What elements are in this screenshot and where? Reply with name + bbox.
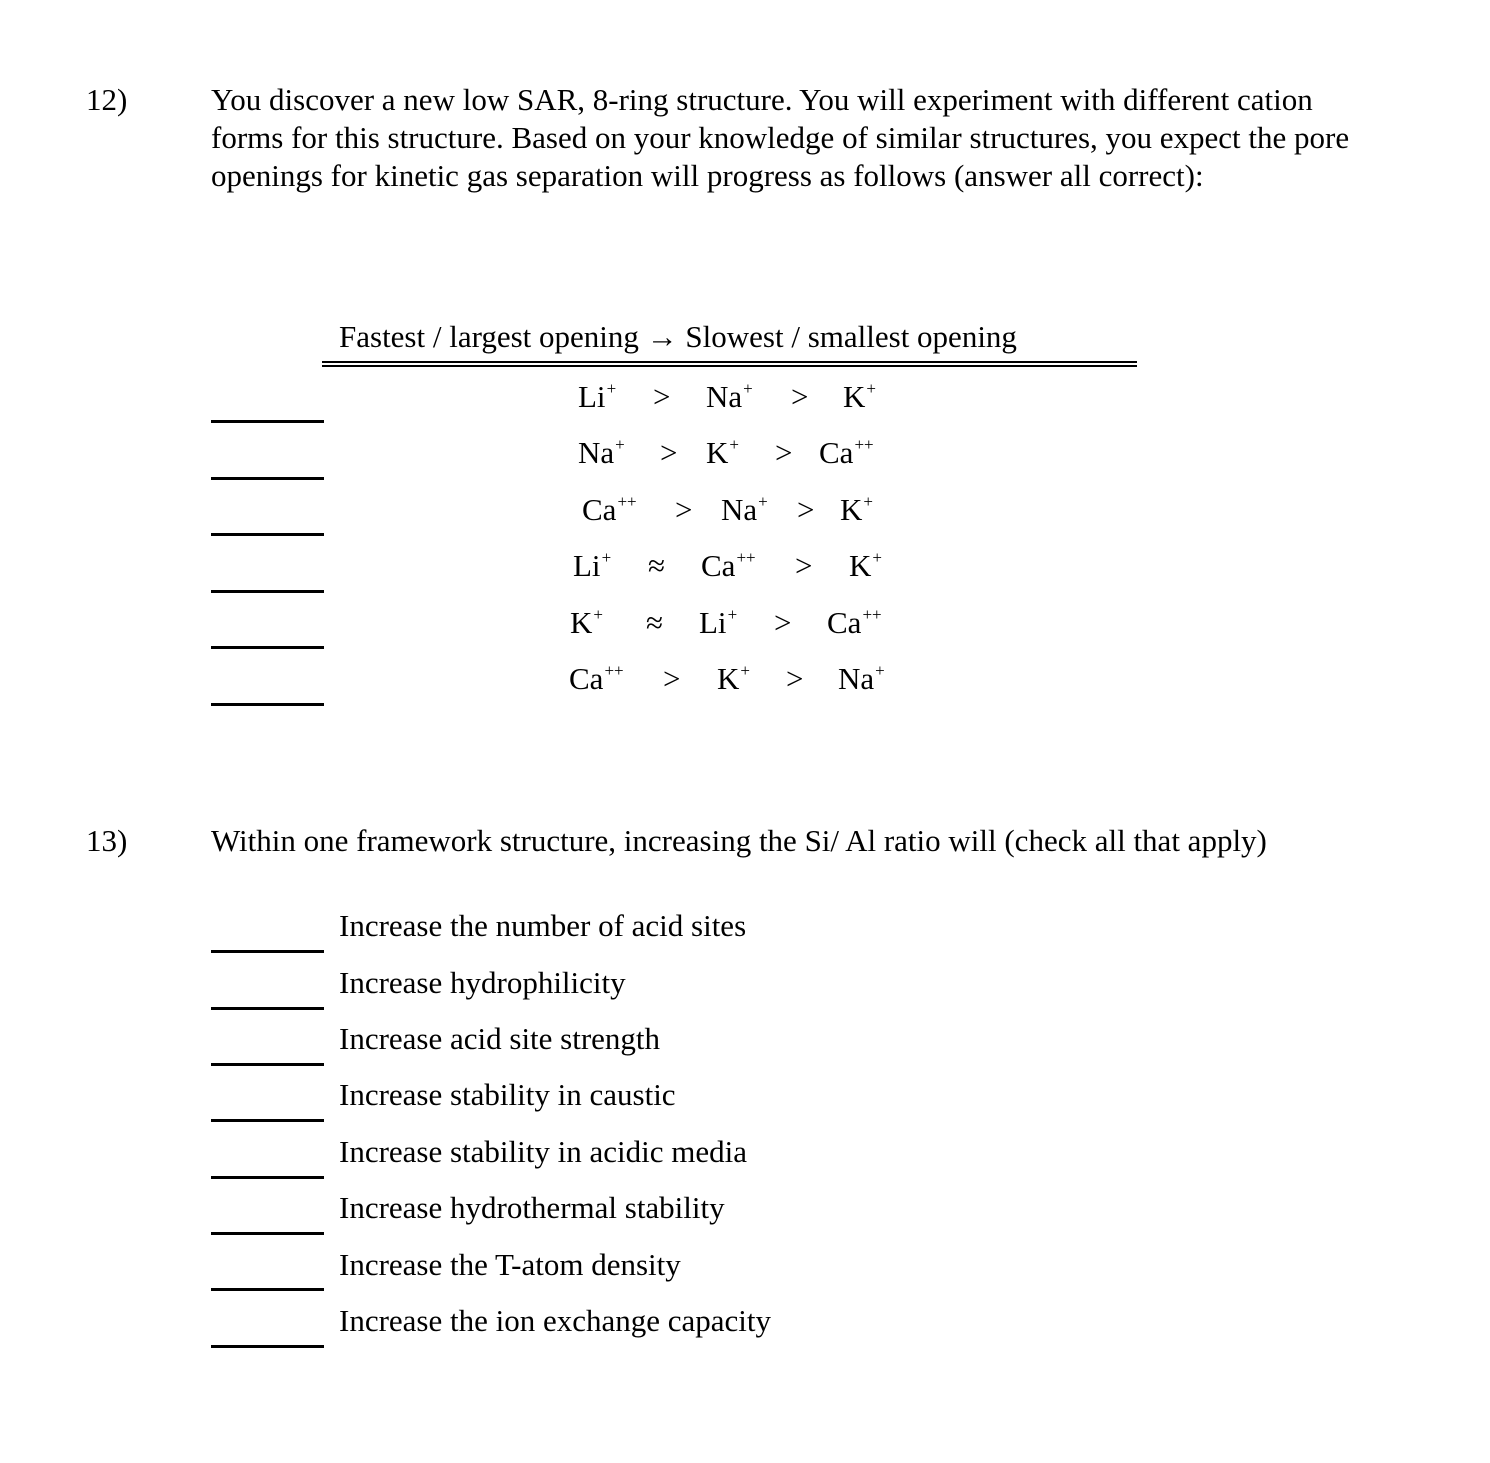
- ion-a: Li+: [573, 548, 612, 583]
- ion-c: K+: [849, 548, 882, 583]
- operator-1: ≈: [646, 605, 664, 640]
- option-checkbox-blank[interactable]: [211, 1176, 324, 1179]
- operator-2: >: [797, 492, 815, 527]
- ion-b: Ca++: [701, 548, 756, 583]
- operator-1: ≈: [648, 548, 666, 583]
- ion-c: Ca++: [819, 435, 874, 470]
- option-label: Increase the T-atom density: [339, 1247, 681, 1282]
- option-checkbox-blank[interactable]: [211, 1119, 324, 1122]
- option-checkbox-blank[interactable]: [211, 1232, 324, 1235]
- ion-c: K+: [840, 492, 873, 527]
- ion-b: K+: [706, 435, 739, 470]
- ion-b: Na+: [706, 379, 753, 414]
- operator-2: >: [786, 661, 804, 696]
- option-label: Increase the ion exchange capacity: [339, 1303, 772, 1338]
- header-double-rule: [322, 361, 1137, 367]
- answer-blank[interactable]: [211, 703, 324, 706]
- answer-blank[interactable]: [211, 477, 324, 480]
- option-checkbox-blank[interactable]: [211, 1288, 324, 1291]
- ion-a: Li+: [578, 379, 617, 414]
- ion-b: Li+: [699, 605, 738, 640]
- answer-blank[interactable]: [211, 420, 324, 423]
- question-12-text: You discover a new low SAR, 8-ring structure. You will experiment with different cation forms for this structure. Based on your knowledge of similar structures, you expect the pore openings for kinetic gas separation will progress as follows (answer all correct):: [211, 82, 1350, 193]
- ion-a: Na+: [578, 435, 625, 470]
- option-label: Increase stability in caustic: [339, 1077, 676, 1112]
- option-label: Increase the number of acid sites: [339, 908, 747, 943]
- option-checkbox-blank[interactable]: [211, 1345, 324, 1348]
- operator-1: >: [663, 661, 681, 696]
- option-label: Increase hydrophilicity: [339, 965, 626, 1000]
- question-12-number: 12): [86, 82, 128, 117]
- answer-blank[interactable]: [211, 646, 324, 649]
- operator-2: >: [774, 605, 792, 640]
- ion-a: K+: [570, 605, 603, 640]
- operator-1: >: [660, 435, 678, 470]
- ion-a: Ca++: [569, 661, 624, 696]
- option-label: Increase acid site strength: [339, 1021, 661, 1056]
- option-checkbox-blank[interactable]: [211, 950, 324, 953]
- answer-blank[interactable]: [211, 590, 324, 593]
- ranking-table-header: Fastest / largest opening → Slowest / smallest opening: [339, 319, 1017, 354]
- ion-b: Na+: [721, 492, 768, 527]
- operator-2: >: [791, 379, 809, 414]
- question-13-number: 13): [86, 823, 128, 858]
- operator-1: >: [675, 492, 693, 527]
- question-13-text: Within one framework structure, increasing the Si/ Al ratio will (check all that apply): [211, 823, 1267, 858]
- answer-blank[interactable]: [211, 533, 324, 536]
- option-checkbox-blank[interactable]: [211, 1007, 324, 1010]
- ion-a: Ca++: [582, 492, 637, 527]
- ion-c: Ca++: [827, 605, 882, 640]
- option-checkbox-blank[interactable]: [211, 1063, 324, 1066]
- ion-c: K+: [843, 379, 876, 414]
- ion-b: K+: [717, 661, 750, 696]
- ion-c: Na+: [838, 661, 885, 696]
- option-label: Increase hydrothermal stability: [339, 1190, 725, 1225]
- operator-2: >: [795, 548, 813, 583]
- option-label: Increase stability in acidic media: [339, 1134, 747, 1169]
- operator-2: >: [775, 435, 793, 470]
- operator-1: >: [653, 379, 671, 414]
